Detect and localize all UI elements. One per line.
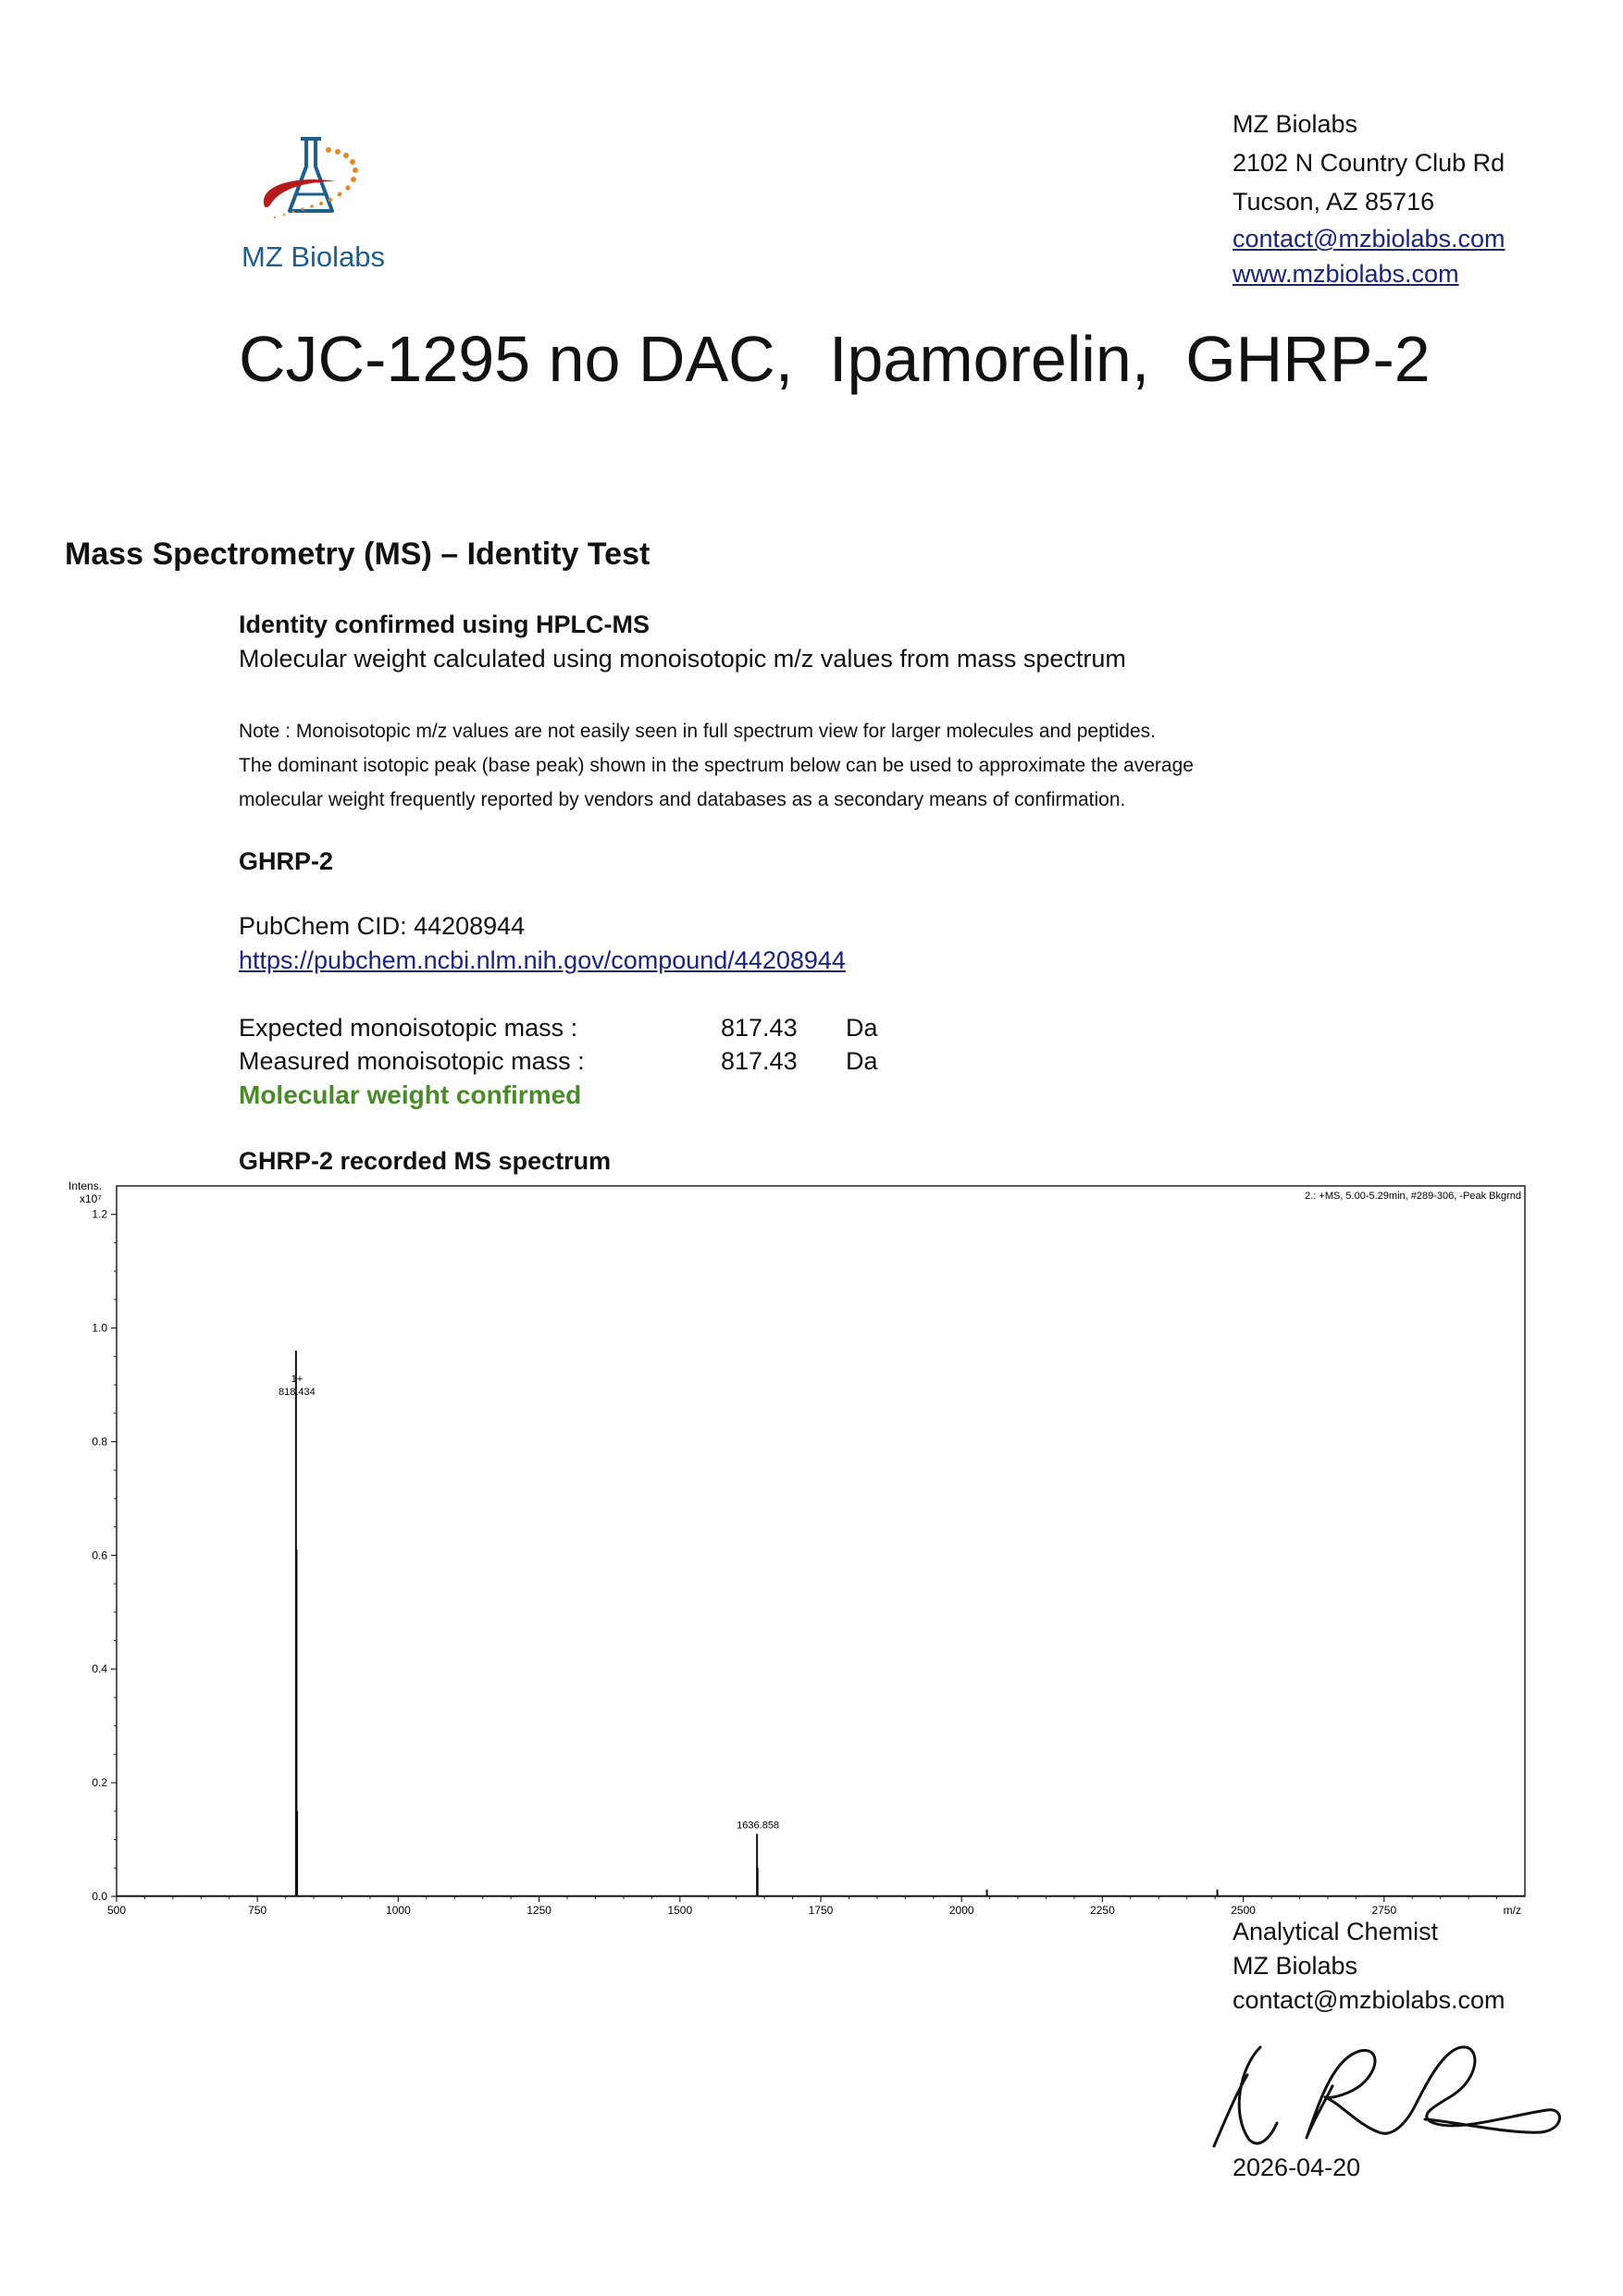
x-tick-label: 2250 [1090,1904,1115,1917]
x-tick-label: 2750 [1371,1904,1397,1917]
x-axis-label: m/z [1503,1904,1521,1917]
x-tick-label: 2500 [1231,1904,1256,1917]
identity-subheading: Molecular weight calculated using monoisotopic m/z values from mass spectrum [239,645,1126,673]
ms-spectrum-chart [65,1177,1536,1917]
y-axis-unit: x10⁷ [80,1192,102,1205]
signer-role: Analytical Chemist [1233,1918,1439,1945]
y-tick-label: 0.0 [92,1890,107,1903]
company-address-block [1233,105,1505,291]
company-name: MZ Biolabs [1233,110,1358,138]
document-title: CJC-1295 no DAC, Ipamorelin, GHRP-2 [239,323,1431,395]
y-tick-label: 0.2 [92,1776,107,1790]
x-tick-label: 1000 [386,1904,411,1917]
y-tick-label: 0.6 [92,1549,107,1562]
x-tick-label: 500 [106,1904,127,1917]
y-axis-label: Intens. [68,1179,103,1192]
y-tick-label: 0.4 [92,1662,107,1676]
y-tick-label: 1.2 [92,1207,107,1221]
spectrum-annotation: 2.: +MS, 5.00-5.29min, #289-306, -Peak Bkgrnd [1305,1191,1521,1202]
y-tick-label: 1.0 [92,1321,107,1335]
measured-mass-label: Measured monoisotopic mass : [239,1047,585,1075]
x-tick-label: 2000 [948,1904,974,1917]
peak-mz-label: 1636.858 [737,1820,780,1832]
measured-mass-unit: Da [846,1047,878,1075]
pubchem-link[interactable]: https://pubchem.ncbi.nlm.nih.gov/compound/44208944 [239,946,846,974]
identity-heading: Identity confirmed using HPLC-MS [239,611,650,638]
plot-frame [117,1186,1525,1896]
ms-spectrum-svg [65,1177,1536,1917]
x-tick-label: 1750 [808,1904,834,1917]
company-email-link[interactable]: contact@mzbiolabs.com [1233,225,1505,253]
spectrum-heading: GHRP-2 recorded MS spectrum [239,1147,612,1175]
company-city: Tucson, AZ 85716 [1233,188,1435,216]
confirmation-status: Molecular weight confirmed [239,1080,582,1109]
note-line-1: Note : Monoisotopic m/z values are not easily seen in full spectrum view for larger molecules and peptides. [239,721,1156,742]
section-title: Mass Spectrometry (MS) – Identity Test [65,537,650,572]
measured-mass-value: 817.43 [721,1047,798,1075]
company-logo [236,130,412,278]
logo-text: MZ Biolabs [242,241,386,273]
x-tick-label: 750 [248,1904,267,1917]
peak-mz-label: 818.434 [278,1387,316,1399]
flask-logo-icon [236,130,412,241]
x-tick-label: 1250 [527,1904,551,1917]
note-line-3: molecular weight frequently reported by vendors and databases as a secondary means of confirmation. [239,789,1126,810]
note-line-2: The dominant isotopic peak (base peak) shown in the spectrum below can be used to approximate the average [239,755,1194,776]
expected-mass-value: 817.43 [721,1014,798,1042]
signer-email: contact@mzbiolabs.com [1233,1986,1505,2014]
expected-mass-unit: Da [846,1014,878,1042]
peak-charge-label: 1+ [291,1374,304,1386]
signature-icon [1203,2031,1573,2160]
signature-date: 2026-04-20 [1233,2154,1361,2181]
handwritten-signature [1203,2031,1573,2160]
company-website-link[interactable]: www.mzbiolabs.com [1233,260,1459,288]
signature-block [1233,1915,1505,2018]
compound-name: GHRP-2 [239,847,334,875]
x-tick-label: 1500 [667,1904,693,1917]
expected-mass-label: Expected monoisotopic mass : [239,1014,578,1042]
y-tick-label: 0.8 [92,1435,107,1449]
company-street: 2102 N Country Club Rd [1233,149,1505,177]
pubchem-cid: PubChem CID: 44208944 [239,912,526,940]
note-block [239,714,1194,817]
signer-company: MZ Biolabs [1233,1952,1358,1980]
